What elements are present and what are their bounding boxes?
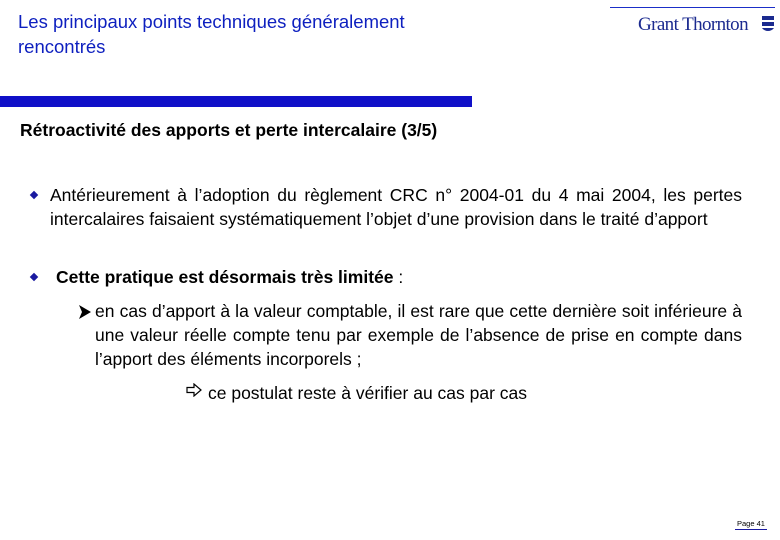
bullet-text-2-suffix: : [393,267,404,287]
bullet-text-2 [56,265,746,289]
hollow-arrow-icon [186,383,202,397]
grant-thornton-mark-icon [761,15,775,33]
sub-bullet-text: en cas d’apport à la valeur comptable, il est rare que cette dernière soit inférieure à une valeur réelle compte tenu par exemple de l’absence de prise en compte dans l’apport des éléments incorporels ; [95,301,742,369]
bullet-icon [30,191,38,199]
logo-text: Grant Thornton [638,14,748,35]
arrowhead-bullet-icon [78,304,92,320]
logo-rule [610,7,775,8]
bullet-text-1: Antérieurement à l’adoption du règlement CRC n° 2004-01 du 4 mai 2004, les pertes intercalaires faisaient systématiquement l’objet d’une provision dans le traité d’apport [50,185,742,229]
slide-subtitle: Rétroactivité des apports et perte intercalaire (3/5) [20,120,438,140]
page-number-rule [735,529,767,530]
bullet-icon [30,273,38,281]
page-title: Les principaux points techniques généralement rencontrés [18,11,405,57]
page-number: Page 41 [737,519,765,528]
accent-bar [0,96,472,107]
conclusion-text: ce postulat reste à vérifier au cas par cas [208,383,528,403]
bullet-text-2-strong: Cette pratique est désormais très limitée [56,267,394,287]
